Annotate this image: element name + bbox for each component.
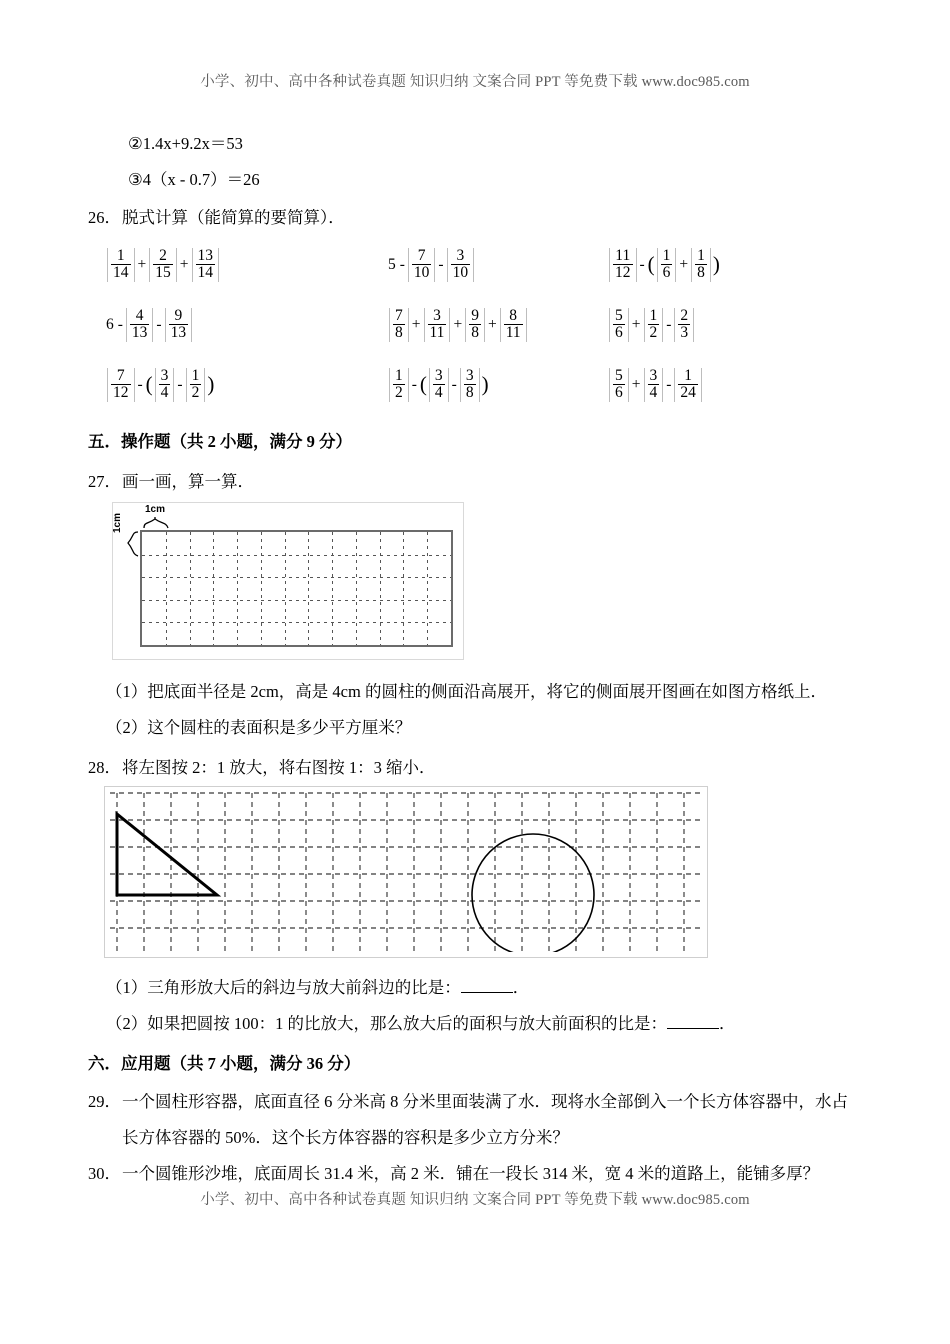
expression: [608, 308, 695, 342]
fraction-numerator: 4: [135, 307, 144, 324]
grid-line-vertical: [427, 532, 428, 645]
fraction-denominator: 8: [471, 324, 479, 342]
question-27-figure: [112, 502, 464, 660]
operator: -: [177, 375, 183, 393]
question-28-sub1-period: ．: [512, 978, 530, 997]
question-26-expressions: [88, 236, 878, 416]
fraction-denominator: 11: [429, 324, 445, 342]
operator: +: [631, 375, 641, 393]
grid-line-horizontal: [142, 600, 451, 601]
fraction: [408, 248, 436, 282]
expression-row: [88, 236, 878, 296]
fraction: [429, 368, 449, 402]
fraction: [674, 368, 702, 402]
grid-line-vertical: [166, 532, 167, 645]
whole-number: 6: [106, 315, 114, 333]
question-30-number: 30．: [88, 1164, 121, 1183]
fraction: [186, 368, 206, 402]
answer-blank-28-1[interactable]: [461, 978, 513, 993]
fraction-numerator: 1: [116, 247, 125, 264]
equation-row-2: [88, 126, 878, 162]
fraction: [389, 308, 409, 342]
expression: [388, 368, 490, 402]
expression: [388, 248, 475, 282]
fraction-numerator: 11: [615, 247, 631, 264]
fraction-denominator: 2: [191, 384, 200, 402]
fraction-numerator: 7: [395, 307, 403, 324]
grid-line-vertical: [380, 532, 381, 645]
question-27-sub1: [88, 678, 878, 702]
operator: -: [156, 315, 162, 333]
expression: [388, 308, 528, 342]
fraction-numerator: 1: [697, 247, 705, 264]
fraction: [424, 308, 451, 342]
fraction: [609, 248, 637, 282]
fraction-denominator: 13: [170, 324, 187, 342]
question-27-title-line: [88, 468, 878, 492]
question-26-title: 脱式计算（能简算的要简算）．: [122, 208, 345, 227]
fraction-numerator: 1: [662, 247, 671, 264]
parenthesis: ): [712, 252, 720, 277]
fraction-denominator: 12: [615, 264, 631, 282]
fraction-denominator: 6: [615, 324, 623, 342]
question-28-sub2-text: （2）如果把圆按 100：1 的比放大，那么放大后的面积与放大前面积的比是：: [106, 1014, 667, 1033]
fraction-denominator: 8: [697, 264, 705, 282]
fraction: [691, 248, 711, 282]
fraction-denominator: 15: [155, 264, 171, 282]
operator: +: [487, 315, 497, 333]
question-29-text-line-2: 长方体容器的 50%．这个长方体容器的容积是多少立方分米？: [122, 1128, 569, 1147]
fraction: [644, 308, 664, 342]
grid-line-vertical: [285, 532, 286, 645]
figure-27-top-label: 1cm: [145, 504, 166, 515]
fraction-denominator: 14: [197, 264, 213, 282]
question-27-number: 27．: [88, 472, 121, 491]
brace-left-icon: [126, 531, 139, 557]
section-6-heading: 六．应用题（共 7 小题，满分 36 分）: [88, 1054, 361, 1073]
fraction-denominator: 13: [131, 324, 148, 342]
figure-27-grid: [140, 530, 453, 647]
fraction-numerator: 7: [417, 247, 426, 264]
fraction: [107, 368, 135, 402]
fraction: [644, 368, 664, 402]
question-26-title-line: [88, 204, 878, 228]
fraction-numerator: 7: [116, 367, 125, 384]
fraction: [107, 248, 135, 282]
fraction-denominator: 4: [434, 384, 443, 402]
triangle-shape: [117, 814, 217, 895]
question-30-text: 一个圆锥形沙堆，底面周长 31.4 米，高 2 米．铺在一段长 314 米，宽 4 米的道路上，能铺多厚？: [122, 1164, 820, 1183]
question-29-number: 29．: [88, 1092, 121, 1111]
question-27-sub1-text: （1）把底面半径是 2cm，高是 4cm 的圆柱的侧面沿高展开，将它的侧面展开图画在如图方格纸上．: [106, 682, 827, 701]
watermark-top: 小学、初中、高中各种试卷真题 知识归纳 文案合同 PPT 等免费下载 www.doc985.com: [200, 74, 750, 90]
fraction-denominator: 6: [662, 264, 671, 282]
fraction: [674, 308, 694, 342]
watermark-bottom: 小学、初中、高中各种试卷真题 知识归纳 文案合同 PPT 等免费下载 www.doc985.com: [200, 1192, 750, 1208]
operator: +: [179, 255, 189, 273]
expression-row: [88, 356, 878, 416]
fraction-numerator: 9: [174, 307, 183, 324]
question-28-title: 将左图按 2：1 放大，将右图按 1：3 缩小．: [122, 758, 436, 777]
question-28-number: 28．: [88, 758, 121, 777]
grid-line-vertical: [308, 532, 309, 645]
figure-28-grid: [109, 792, 703, 952]
question-29-text-line-1: 一个圆柱形容器，底面直径 6 分米高 8 分米里面装满了水．现将水全部倒入一个长方体容器中，水占: [122, 1092, 848, 1111]
fraction-denominator: 8: [465, 384, 474, 402]
grid-line-vertical: [213, 532, 214, 645]
section-5-heading: 五．操作题（共 2 小题，满分 9 分）: [88, 432, 352, 451]
operator: -: [639, 255, 645, 273]
brace-top-icon: [143, 517, 169, 529]
figure-27-gridlines: [142, 532, 451, 645]
parenthesis: (: [647, 252, 655, 277]
equation-item-2: ②1.4x+9.2x＝53: [128, 133, 243, 153]
fraction-numerator: 3: [456, 247, 465, 264]
expression: [608, 248, 721, 282]
fraction-numerator: 5: [615, 367, 623, 384]
operator: +: [137, 255, 147, 273]
fraction-denominator: 10: [413, 264, 430, 282]
fraction: [447, 248, 475, 282]
operator: +: [679, 255, 689, 273]
grid-line-vertical: [356, 532, 357, 645]
fraction-denominator: 11: [505, 324, 521, 342]
question-30-line: [88, 1160, 878, 1184]
question-28-figure: [104, 786, 708, 958]
operator: -: [438, 255, 444, 273]
operator: -: [137, 375, 143, 393]
question-28-sub2: [88, 1010, 878, 1034]
fraction: [192, 248, 220, 282]
fraction: [389, 368, 409, 402]
fraction-numerator: 3: [160, 367, 169, 384]
equation-item-3: ③4（x - 0.7）＝26: [128, 169, 260, 189]
expression: [608, 368, 703, 402]
equation-row-3: [88, 162, 878, 198]
operator: -: [666, 315, 672, 333]
question-27-sub2-text: （2）这个圆柱的表面积是多少平方厘米？: [106, 718, 412, 737]
parenthesis: (: [145, 372, 153, 397]
grid-line-horizontal: [142, 555, 451, 556]
fraction-denominator: 4: [160, 384, 169, 402]
fraction-numerator: 2: [159, 247, 167, 264]
fraction-numerator: 1: [684, 367, 693, 384]
expression-row: [88, 296, 878, 356]
operator: +: [631, 315, 641, 333]
fraction-numerator: 2: [680, 307, 689, 324]
fraction-denominator: 6: [615, 384, 623, 402]
fraction-denominator: 24: [680, 384, 696, 402]
fraction: [460, 368, 480, 402]
page-content: [88, 126, 878, 1184]
fraction-denominator: 8: [395, 324, 403, 342]
grid-line-vertical: [403, 532, 404, 645]
operator: -: [117, 315, 123, 333]
fraction-denominator: 2: [395, 384, 403, 402]
question-26-number: 26．: [88, 208, 121, 227]
fraction: [126, 308, 154, 342]
fraction: [657, 248, 677, 282]
fraction: [609, 368, 629, 402]
fraction-numerator: 1: [649, 307, 658, 324]
expression: [106, 368, 215, 402]
operator: -: [666, 375, 672, 393]
parenthesis: ): [207, 372, 215, 397]
grid-line-horizontal: [142, 622, 451, 623]
operator: -: [399, 255, 405, 273]
fraction-numerator: 5: [615, 307, 623, 324]
fraction-denominator: 12: [113, 384, 129, 402]
grid-line-vertical: [237, 532, 238, 645]
parenthesis: ): [481, 372, 489, 397]
fraction-denominator: 2: [649, 324, 658, 342]
fraction: [149, 248, 177, 282]
fraction-numerator: 1: [395, 367, 403, 384]
question-27-sub2: [88, 714, 878, 738]
grid-line-vertical: [190, 532, 191, 645]
fraction-denominator: 10: [452, 264, 469, 282]
expression: [106, 308, 193, 342]
fraction-numerator: 1: [191, 367, 200, 384]
fraction-denominator: 4: [649, 384, 658, 402]
question-29-line-2: [88, 1124, 878, 1148]
fraction-numerator: 3: [433, 307, 441, 324]
operator: +: [411, 315, 421, 333]
parenthesis: (: [419, 372, 427, 397]
fraction: [465, 308, 485, 342]
operator: -: [411, 375, 417, 393]
fraction-denominator: 14: [113, 264, 129, 282]
fraction-numerator: 3: [434, 367, 443, 384]
fraction-numerator: 13: [197, 247, 213, 264]
question-27-title: 画一画，算一算．: [122, 472, 254, 491]
question-28-title-line: [88, 754, 878, 778]
fraction-numerator: 3: [649, 367, 658, 384]
question-28-sub1: [88, 974, 878, 998]
operator: +: [453, 315, 463, 333]
fraction: [155, 368, 175, 402]
fraction-numerator: 9: [471, 307, 479, 324]
question-28-sub1-text: （1）三角形放大后的斜边与放大前斜边的比是：: [106, 978, 461, 997]
question-29-line-1: [88, 1088, 878, 1112]
grid-line-vertical: [332, 532, 333, 645]
fraction-denominator: 3: [680, 324, 689, 342]
fraction: [500, 308, 527, 342]
grid-line-horizontal: [142, 577, 451, 578]
operator: -: [451, 375, 457, 393]
expression: [106, 248, 220, 282]
fraction-numerator: 8: [509, 307, 518, 324]
whole-number: 5: [388, 255, 396, 273]
fraction: [165, 308, 193, 342]
grid-line-vertical: [261, 532, 262, 645]
fraction: [609, 308, 629, 342]
fraction-numerator: 3: [465, 367, 474, 384]
question-28-sub2-period: ．: [719, 1014, 736, 1033]
answer-blank-28-2[interactable]: [667, 1014, 719, 1029]
figure-27-left-label: 1cm: [112, 512, 123, 533]
